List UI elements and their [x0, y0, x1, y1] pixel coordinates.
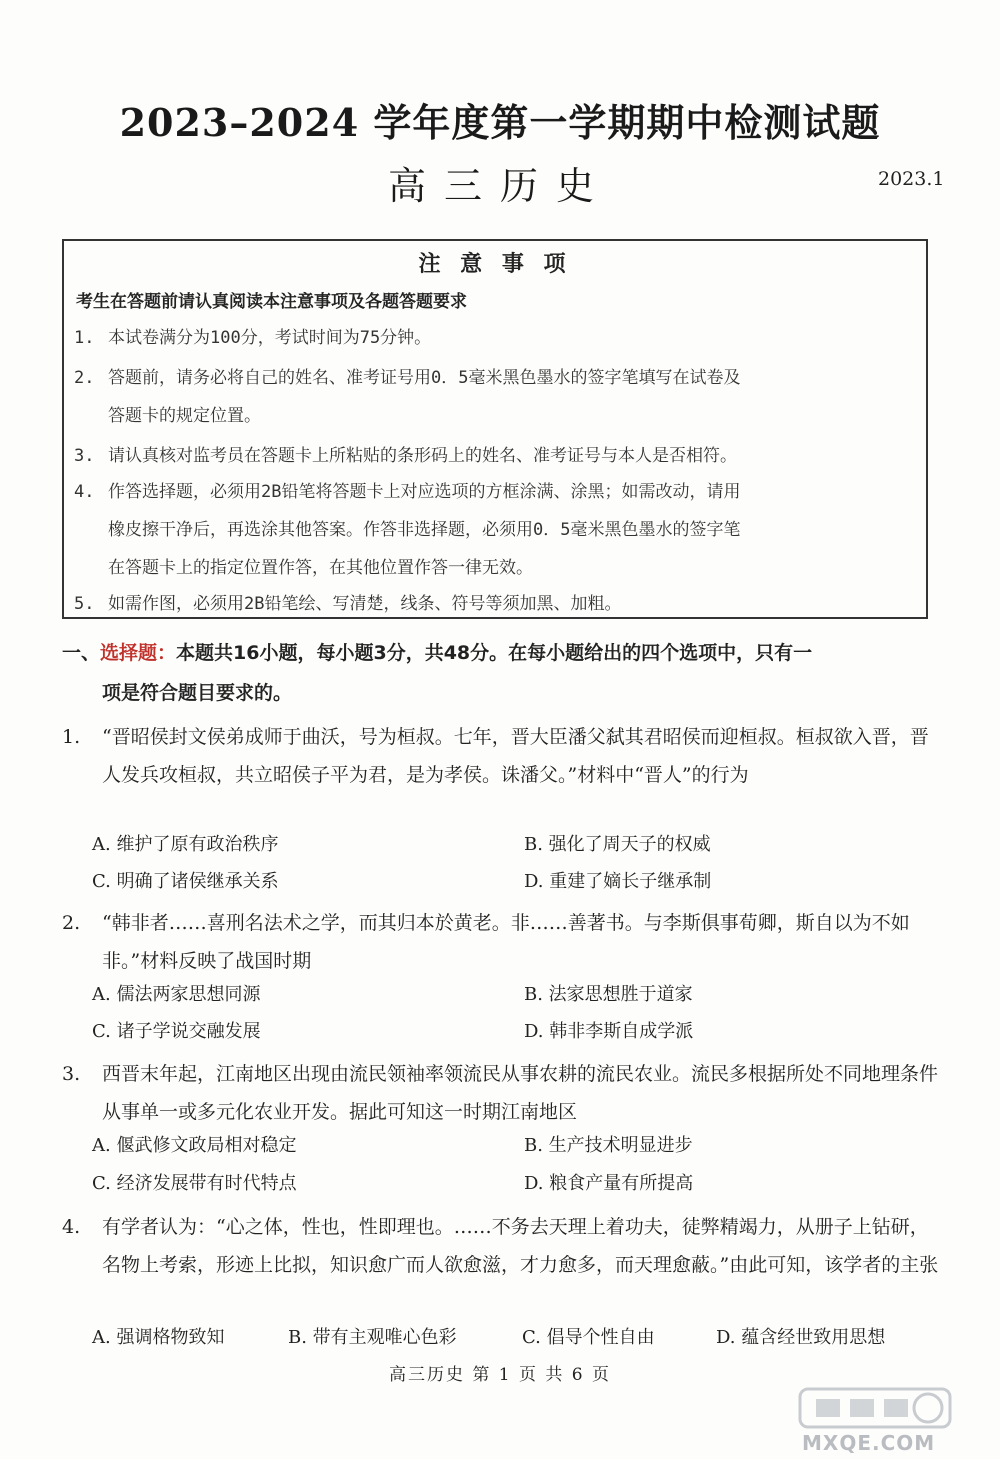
notice-item-text-cont: 橡皮擦干净后，再选涂其他答案。作答非选择题，必须用0．5毫米黑色墨水的签字笔: [108, 520, 741, 540]
question-text: “韩非者……喜刑名法术之学，而其归本於黄老。非……善著书。与李斯俱事荀卿，斯自以为不如非。”材料反映了战国时期: [102, 912, 910, 972]
watermark-text: MXQE.COM: [802, 1431, 936, 1455]
option-d: D. 蕴含经世致用思想: [716, 1327, 886, 1348]
notice-item-number: 3.: [74, 446, 95, 466]
notice-item-text: 本试卷满分为100分，考试时间为75分钟。: [108, 328, 432, 348]
option-d: D. 重建了嫡长子继承制: [524, 871, 712, 892]
question-text: “晋昭侯封文侯弟成师于曲沃，号为桓叔。七年，晋大臣潘父弑其君昭侯而迎桓叔。桓叔欲入晋，晋人发兵攻桓叔，共立昭侯子平为君，是为孝侯。诛潘父。”材料中“晋人”的行为: [102, 726, 929, 786]
section-label: 选择题：: [100, 642, 177, 664]
notice-item-number: 4.: [74, 482, 95, 502]
answer-stamp-logo-icon: [780, 1385, 980, 1431]
question-number: 1.: [62, 726, 81, 748]
option-a: A. 维护了原有政治秩序: [92, 834, 279, 855]
subject-title: 高三历史: [387, 164, 612, 208]
exam-date: 2023.1: [878, 168, 945, 190]
notice-item-1: [74, 319, 914, 357]
option-b: B. 带有主观唯心色彩: [288, 1327, 457, 1348]
notice-item-number: 2.: [74, 368, 95, 388]
notice-intro: 考生在答题前请认真阅读本注意事项及各题答题要求: [76, 292, 467, 312]
option-c: C. 诸子学说交融发展: [92, 1021, 261, 1042]
section-prefix: 一、: [62, 642, 101, 664]
question-2: [62, 904, 942, 980]
watermark: [780, 1385, 980, 1455]
option-c: C. 经济发展带有时代特点: [92, 1173, 297, 1194]
page-footer: 高三历史 第 1 页 共 6 页: [388, 1365, 612, 1385]
page-title: 2023–2024 学年度第一学期期中检测试题: [119, 100, 881, 145]
notice-item-text: 请认真核对监考员在答题卡上所粘贴的条形码上的姓名、准考证号与本人是否相符。: [108, 446, 737, 466]
notice-item-2: [74, 359, 914, 435]
notice-item-text: 答题前，请务必将自己的姓名、准考证号用0．5毫米黑色墨水的签字笔填写在试卷及: [108, 368, 741, 388]
notice-item-number: 1.: [74, 328, 95, 348]
option-d: D. 粮食产量有所提高: [524, 1173, 694, 1194]
section-heading: [62, 633, 942, 713]
notice-item-5: [74, 585, 914, 623]
notice-item-text-cont: 答题卡的规定位置。: [108, 406, 261, 426]
notice-item-4: [74, 473, 914, 587]
question-3: [62, 1055, 942, 1131]
option-a: A. 强调格物致知: [92, 1327, 225, 1348]
question-1: [62, 718, 942, 794]
section-instruction-cont: 项是符合题目要求的。: [102, 682, 293, 704]
option-d: D. 韩非李斯自成学派: [524, 1021, 694, 1042]
option-c: C. 倡导个性自由: [522, 1327, 655, 1348]
notice-title: 注 意 事 项: [418, 252, 572, 277]
question-text: 有学者认为：“心之体，性也，性即理也。……不务去天理上着功夫，徒弊精竭力，从册子上钻研，名物上考索，形迹上比拟，知识愈广而人欲愈滋，才力愈多，而天理愈蔽。”由此可知，该学者的主张: [102, 1216, 939, 1276]
option-a: A. 偃武修文政局相对稳定: [92, 1135, 297, 1156]
section-instruction: 本题共16小题，每小题3分，共48分。在每小题给出的四个选项中，只有一: [176, 642, 813, 664]
option-a: A. 儒法两家思想同源: [92, 984, 261, 1005]
option-c: C. 明确了诸侯继承关系: [92, 871, 279, 892]
question-text: 西晋末年起，江南地区出现由流民领袖率领流民从事农耕的流民农业。流民多根据所处不同地理条件从事单一或多元化农业开发。据此可知这一时期江南地区: [102, 1063, 939, 1123]
question-number: 4.: [62, 1216, 81, 1238]
notice-box: [62, 239, 928, 619]
option-b: B. 强化了周天子的权威: [524, 834, 711, 855]
notice-item-number: 5.: [74, 594, 95, 614]
notice-item-text: 如需作图，必须用2B铅笔绘、写清楚，线条、符号等须加黑、加粗。: [108, 594, 622, 614]
notice-item-text-cont: 在答题卡上的指定位置作答，在其他位置作答一律无效。: [108, 558, 533, 578]
question-number: 2.: [62, 912, 81, 934]
notice-item-3: [74, 437, 914, 475]
notice-item-text: 作答选择题，必须用2B铅笔将答题卡上对应选项的方框涂满、涂黑；如需改动，请用: [108, 482, 741, 502]
question-number: 3.: [62, 1063, 81, 1085]
option-b: B. 法家思想胜于道家: [524, 984, 693, 1005]
option-b: B. 生产技术明显进步: [524, 1135, 693, 1156]
question-4: [62, 1208, 942, 1284]
